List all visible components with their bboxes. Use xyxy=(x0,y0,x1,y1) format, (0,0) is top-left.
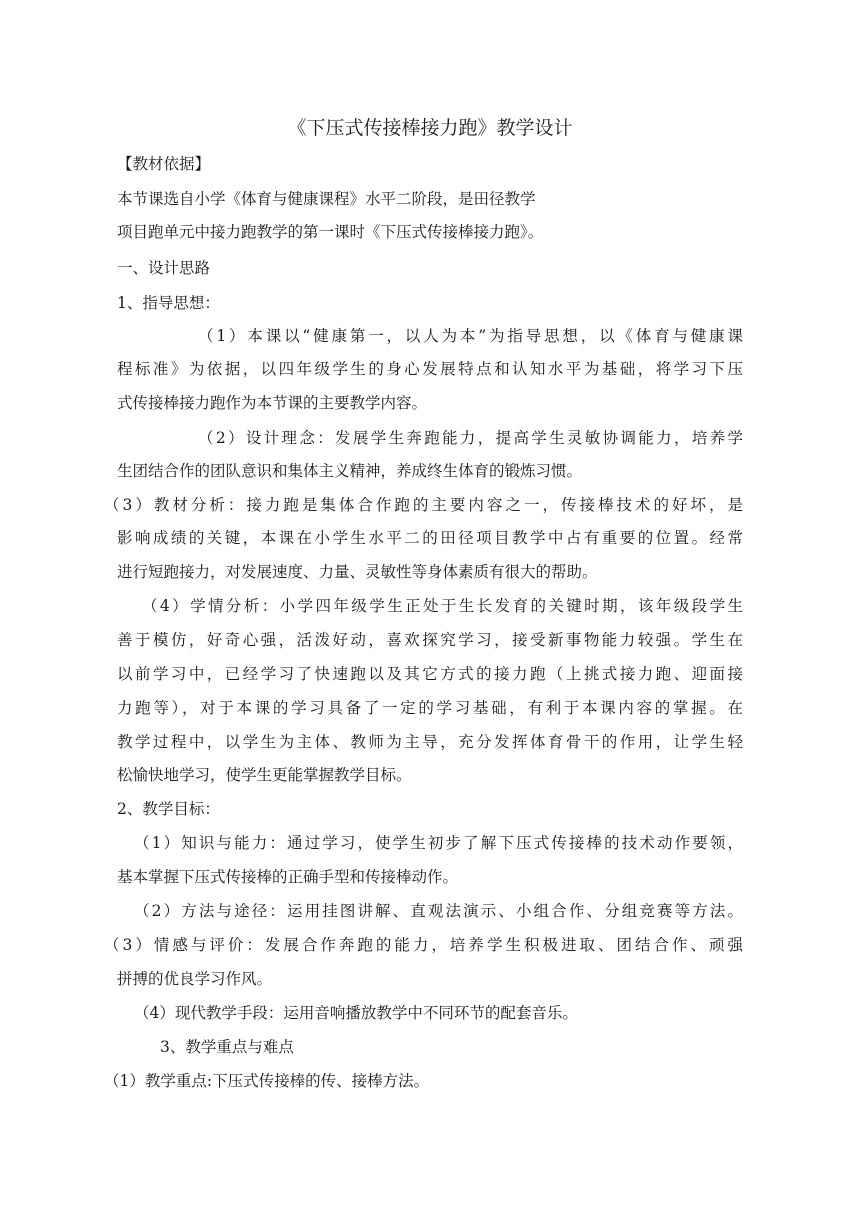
paragraph-line: 本节课选自小学《体育与健康课程》水平二阶段，是田径教学 xyxy=(117,190,536,208)
paragraph-line: 松愉快地学习，使学生更能掌握教学目标。 xyxy=(117,766,412,784)
paragraph-line: （2）设计理念：发展学生奔跑能力，提高学生灵敏协调能力，培养学 xyxy=(198,429,743,447)
paragraph-line: 进行短跑接力，对发展速度、力量、灵敏性等身体素质有很大的帮助。 xyxy=(117,563,598,581)
heading-textbook-basis: 【教材依据】 xyxy=(117,155,211,173)
paragraph-line: 影响成绩的关键，本课在小学生水平二的田径项目教学中占有重要的位置。经常 xyxy=(117,529,743,547)
paragraph-line: 教学过程中，以学生为主体、教师为主导，充分发挥体育骨干的作用，让学生轻 xyxy=(117,733,743,751)
paragraph-line: 生团结合作的团队意识和集体主义精神，养成终生体育的锻炼习惯。 xyxy=(117,462,583,480)
paragraph-line: 力跑等），对于本课的学习具备了一定的学习基础，有利于本课内容的掌握。在 xyxy=(117,699,743,717)
section-heading: 一、设计思路 xyxy=(117,259,211,277)
paragraph-line: （1）教学重点:下压式传接棒的传、接棒方法。 xyxy=(104,1072,430,1090)
paragraph-line: 项目跑单元中接力跑教学的第一课时《下压式传接棒接力跑》。 xyxy=(117,223,544,241)
paragraph-line: 式传接棒接力跑作为本节课的主要教学内容。 xyxy=(117,394,428,412)
subsection-heading: 1、指导思想： xyxy=(117,294,220,312)
paragraph-line: （4）学情分析：小学四年级学生正处于生长发育的关键时期，该年级段学生 xyxy=(142,597,743,615)
paragraph-line: 以前学习中，已经学习了快速跑以及其它方式的接力跑（上挑式接力跑、迎面接 xyxy=(117,665,743,683)
paragraph-line: 善于模仿，好奇心强，活泼好动，喜欢探究学习，接受新事物能力较强。学生在 xyxy=(117,631,743,649)
paragraph-line: 基本掌握下压式传接棒的正确手型和传接棒动作。 xyxy=(117,868,459,886)
paragraph-line: （3）教材分析：接力跑是集体合作跑的主要内容之一，传接棒技术的好坏，是 xyxy=(104,496,743,514)
paragraph-line: （1）本课以“健康第一，以人为本”为指导思想，以《体育与健康课 xyxy=(198,327,743,345)
paragraph-line: 程标准》为依据，以四年级学生的身心发展特点和认知水平为基础，将学习下压 xyxy=(117,360,743,378)
paragraph-line: （2）方法与途径：运用挂图讲解、直观法演示、小组合作、分组竞赛等方法。 xyxy=(134,902,743,920)
subsection-heading: 2、教学目标： xyxy=(117,800,220,818)
paragraph-line: （1）知识与能力：通过学习，使学生初步了解下压式传接棒的技术动作要领， xyxy=(134,834,743,852)
document-title: 《下压式传接棒接力跑》教学设计 xyxy=(287,117,573,139)
paragraph-line: （3）情感与评价：发展合作奔跑的能力，培养学生积极进取、团结合作、顽强 xyxy=(104,936,743,954)
paragraph-line: 拼搏的优良学习作风。 xyxy=(117,970,273,988)
paragraph-line: （4）现代教学手段：运用音响播放教学中不同环节的配套音乐。 xyxy=(134,1004,578,1022)
subsection-heading: 3、教学重点与难点 xyxy=(160,1038,294,1056)
